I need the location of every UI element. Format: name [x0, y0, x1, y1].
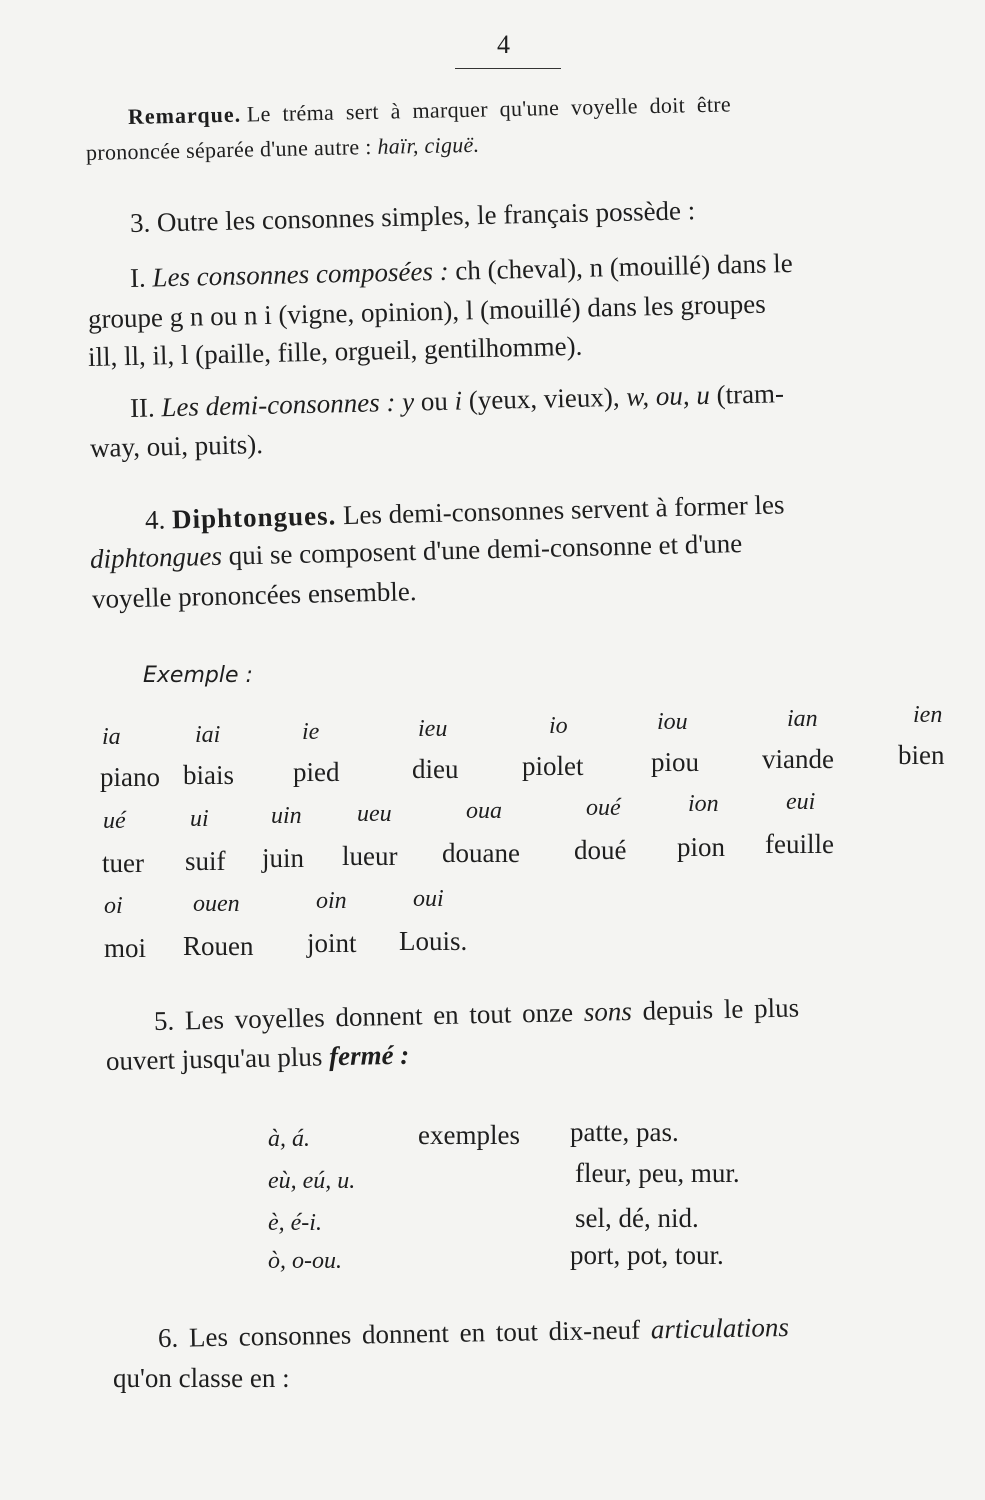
diphthong: io	[549, 713, 568, 739]
example-word: pion	[677, 832, 726, 862]
section4-text2: qui se composent d'une demi-consonne et d'une	[228, 528, 743, 571]
vowel-examples: patte, pas.	[570, 1117, 679, 1147]
page-number: 4	[497, 30, 510, 59]
remarque-line2	[86, 132, 480, 166]
section5-text2: depuis le plus	[642, 992, 800, 1026]
section4-term: diphtongues	[89, 540, 223, 574]
item2-paren1: (yeux, vieux),	[468, 381, 620, 416]
example-word: piou	[651, 747, 700, 777]
section4-line3: voyelle prononcées ensemble.	[91, 576, 417, 614]
example-word: pied	[293, 757, 340, 787]
item2-ou: ou	[420, 385, 449, 417]
header-rule	[455, 68, 561, 69]
example-word: biais	[183, 760, 234, 790]
diphthong: ui	[190, 806, 209, 832]
diphthong: ouen	[193, 891, 240, 917]
section3-item1-line2: groupe g n ou n i (vigne, opinion), l (mouillé) dans les groupes	[87, 288, 767, 334]
section3-intro: 3. Outre les consonnes simples, le français possède :	[129, 195, 696, 238]
remarque-line1	[128, 91, 732, 130]
item2-title: Les demi-consonnes :	[161, 386, 396, 423]
remarque-text2: prononcée séparée d'une autre :	[85, 134, 372, 165]
diphthong: uin	[271, 803, 302, 829]
example-word: viande	[762, 744, 834, 774]
diphthong: ie	[302, 719, 320, 745]
section3-item2-line2: way, oui, puits).	[89, 429, 264, 463]
example-word: Rouen	[183, 931, 254, 961]
item1-title: Les consonnes composées :	[152, 255, 449, 293]
section5-line2	[106, 1040, 410, 1077]
vowel-examples: sel, dé, nid.	[575, 1203, 699, 1233]
vowel-symbols: ò, o-ou.	[268, 1248, 342, 1274]
example-word: piano	[100, 762, 160, 792]
diphthong: iai	[195, 722, 221, 748]
vowel-examples: fleur, peu, mur.	[575, 1158, 740, 1188]
diphthong: ian	[787, 706, 818, 732]
example-word: douane	[442, 838, 520, 868]
example-word: suif	[185, 846, 226, 876]
vowel-symbols: è, é-i.	[268, 1210, 322, 1236]
diphthong: ien	[913, 702, 943, 728]
section6-line2: qu'on classe en :	[113, 1363, 290, 1393]
example-word: piolet	[522, 751, 584, 781]
item2-w-list: w, ou, u	[625, 379, 711, 412]
diphthong: ueu	[357, 801, 392, 827]
item1-num: I.	[129, 262, 147, 293]
item2-num: II.	[129, 392, 156, 423]
remarque-text1: Le tréma sert à marquer qu'une voyelle doit être	[246, 91, 732, 127]
example-word: doué	[574, 835, 627, 865]
diphthong: eui	[786, 789, 816, 815]
vowel-examples: port, pot, tour.	[570, 1240, 724, 1270]
example-word: tuer	[102, 848, 144, 878]
diphthong: ia	[102, 724, 121, 750]
vowel-symbols: à, á.	[268, 1126, 310, 1152]
section6-num: 6.	[157, 1322, 179, 1353]
example-word: dieu	[412, 754, 459, 784]
section5-num: 5.	[153, 1005, 175, 1036]
item1-text: ch (cheval), n (mouillé) dans le	[455, 247, 793, 286]
example-word: juin	[262, 843, 305, 873]
diphthong: ué	[103, 808, 126, 834]
example-word: Louis.	[399, 926, 468, 956]
exemples-label: exemples	[418, 1120, 520, 1150]
section4-text1: Les demi-consonnes servent à former les	[342, 489, 785, 531]
section4-line2	[90, 528, 743, 575]
section3-item1-line3: ill, ll, il, l (paille, fille, orgueil, gentilhomme).	[87, 330, 583, 372]
diphthong: oi	[104, 893, 123, 919]
item2-y: y	[401, 386, 415, 417]
example-word: bien	[898, 740, 945, 770]
example-word: feuille	[765, 829, 834, 859]
section6-term: articulations	[650, 1311, 790, 1345]
example-word: joint	[307, 928, 357, 958]
item2-tram: (tram-	[716, 378, 785, 410]
diphthong: iou	[657, 709, 688, 735]
example-word: moi	[104, 933, 147, 963]
section5-term: sons	[583, 995, 633, 1027]
section5-line1	[154, 992, 800, 1037]
remarque-label: Remarque.	[127, 101, 242, 129]
diphthong: ieu	[418, 716, 448, 742]
section3-item1-line1	[130, 248, 793, 294]
section5-line2a: ouvert jusqu'au plus	[105, 1041, 323, 1076]
exemple-label: Exemple :	[143, 663, 253, 688]
diphthong: oui	[413, 886, 444, 912]
remarque-examples: haïr, ciguë.	[377, 131, 480, 159]
vowel-symbols: eù, eú, u.	[268, 1168, 356, 1194]
section5-term2: fermé :	[328, 1039, 410, 1072]
section3-item2-line1	[130, 378, 785, 424]
example-word: lueur	[342, 841, 398, 871]
section6-line1	[158, 1312, 789, 1354]
section4-num: 4.	[144, 504, 166, 535]
diphthong: oué	[586, 795, 621, 821]
item2-i: i	[454, 385, 463, 416]
section4-label: Diphtongues.	[171, 500, 337, 535]
section6-text1: Les consonnes donnent en tout dix-neuf	[188, 1314, 641, 1353]
diphthong: oua	[466, 798, 502, 824]
section5-text1: Les voyelles donnent en tout onze	[184, 997, 574, 1036]
diphthong: ion	[688, 791, 719, 817]
diphthong: oin	[316, 888, 347, 914]
